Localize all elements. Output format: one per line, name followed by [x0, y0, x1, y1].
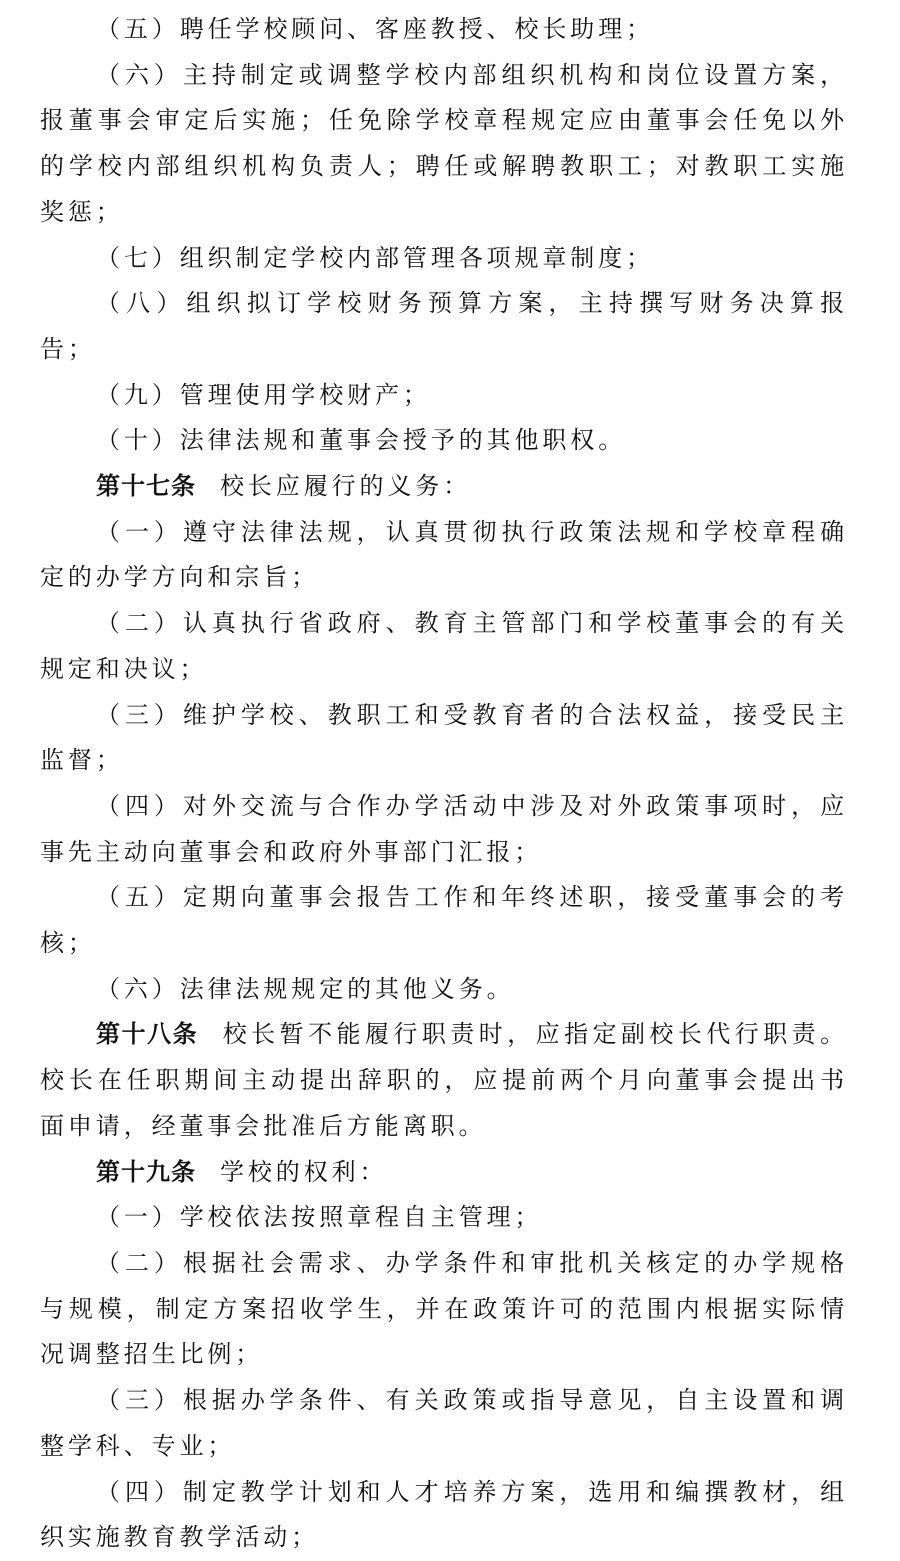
list-item: （二）根据社会需求、办学条件和审批机关核定的办学规格与规模，制定方案招收学生，并在政策许可的范围内根据实际情况调整招生比例； [40, 1248, 848, 1369]
article-text: 学校的权利： [220, 1157, 388, 1186]
list-item: （二）认真执行省政府、教育主管部门和学校董事会的有关规定和决议； [40, 609, 848, 683]
article-label: 第十八条 [96, 1020, 199, 1049]
list-item: （一）遵守法律法规，认真贯彻执行政策法规和学校章程确定的办学方向和宗旨； [40, 517, 848, 592]
document-page [40, 7, 848, 1561]
article-label: 第十九条 [96, 1157, 196, 1186]
list-item: （六）主持制定或调整学校内部组织机构和岗位设置方案，报董事会审定后实施；任免除学校章程规定应由董事会任免以外的学校内部组织机构负责人；聘任或解聘教职工；对教职工实施奖惩； [40, 60, 848, 226]
list-item: （五）聘任学校顾问、客座教授、校长助理； [96, 15, 654, 43]
list-item: （三）维护学校、教职工和受教育者的合法权益，接受民主监督； [40, 700, 848, 775]
list-item: （五）定期向董事会报告工作和年终述职，接受董事会的考核； [40, 883, 848, 958]
list-item: （四）制定教学计划和人才培养方案，选用和编撰教材，组织实施教育教学活动； [40, 1477, 848, 1552]
list-item: （七）组织制定学校内部管理各项规章制度； [96, 243, 654, 272]
article-paragraph [40, 1012, 848, 1149]
article-paragraph [40, 1150, 848, 1196]
article-label: 第十七条 [96, 472, 196, 501]
article-text: 校长应履行的义务： [220, 472, 472, 501]
article-paragraph [40, 464, 848, 510]
list-item: （三）根据办学条件、有关政策或指导意见，自主设置和调整学科、专业； [40, 1386, 848, 1460]
list-item: （六）法律法规规定的其他义务。 [96, 974, 515, 1003]
list-item: （八）组织拟订学校财务预算方案，主持撰写财务决算报告； [40, 289, 848, 363]
article-text: 校长暂不能履行职责时，应指定副校长代行职责。校长在任职期间主动提出辞职的，应提前两个月向董事会提出书面申请，经董事会批准后方能离职。 [40, 1020, 848, 1140]
list-item: （四）对外交流与合作办学活动中涉及对外政策事项时，应事先主动向董事会和政府外事部门汇报； [40, 791, 848, 866]
list-item: （九）管理使用学校财产； [96, 380, 431, 409]
list-item: （一）学校依法按照章程自主管理； [96, 1203, 543, 1232]
list-item: （十）法律法规和董事会授予的其他职权。 [96, 426, 627, 455]
